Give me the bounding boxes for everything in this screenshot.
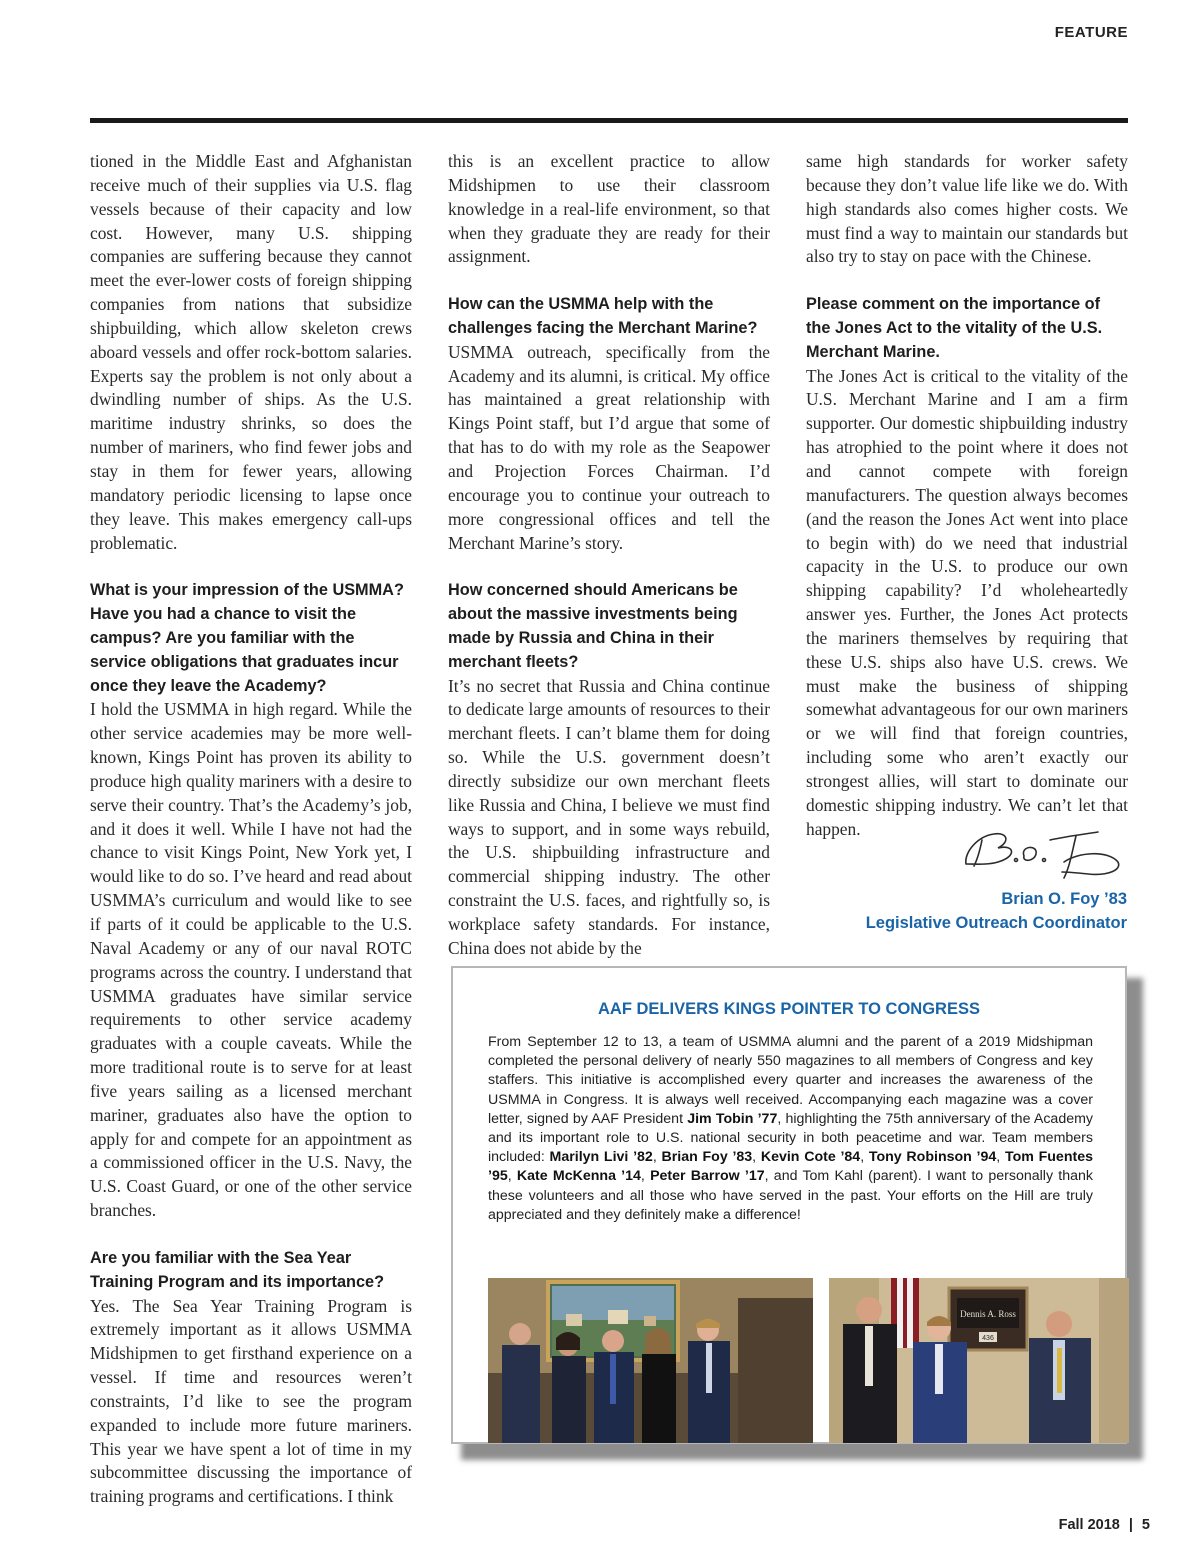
comma: ,	[860, 1149, 869, 1166]
sidebar-title: AAF DELIVERS KINGS POINTER TO CONGRESS	[598, 1000, 980, 1018]
sidebar-box	[451, 966, 1127, 1444]
member-name: Peter Barrow ’17	[650, 1168, 765, 1185]
section-label: FEATURE	[1054, 24, 1128, 41]
article-column-1	[90, 150, 412, 1509]
signature-title: Legislative Outreach Coordinator	[865, 914, 1127, 932]
sidebar-text: From September 12 to 13, a team of USMMA alumni and the parent of a 2019 Midshipman completed the personal delivery of nearly 550 magazines to all members of Congress and key staffers. This initiative is accomplished every quarter and increases the awareness of the USMMA in Congress. It is always well received. Accompanying each magazine was a cover letter, signed by AAF President	[488, 1034, 1093, 1127]
comma: ,	[752, 1149, 761, 1166]
member-name: Jim Tobin ’77	[687, 1110, 778, 1127]
group-photo-right	[829, 1278, 1129, 1443]
paragraph: same high standards for worker safety because they don’t value life like we do. With high standards also comes higher costs. We must find a way to maintain our standards but also try to stay on pace with the Chinese.	[806, 151, 1128, 267]
member-name: Tony Robinson ’94	[868, 1149, 997, 1166]
page-footer	[1059, 1517, 1150, 1533]
answer-paragraph: USMMA outreach, specifically from the Academy and its alumni, is critical. My office has maintained a great relationship with Kings Point staff, but I’d argue that some of that has to do with my role as the Seapower and Projection Forces Chairman. I’d encourage you to continue your outreach to more congressional offices and tell the Merchant Marine’s story.	[448, 341, 770, 553]
footer-separator: |	[1128, 1517, 1133, 1533]
question-heading: How concerned should Americans be about the massive investments being made by Russia and China in their merchant fleets?	[448, 581, 738, 671]
signature-name: Brian O. Foy ’83	[1001, 890, 1127, 908]
member-name: Kate McKenna ’14	[516, 1168, 641, 1185]
member-name: Brian Foy ’83	[661, 1149, 753, 1166]
sidebar-body	[488, 1033, 1093, 1225]
article-column-3	[806, 150, 1128, 841]
office-plaque-name: Dennis A. Ross	[960, 1309, 1016, 1319]
comma: ,	[640, 1168, 651, 1185]
member-name: Kevin Cote ’84	[760, 1149, 861, 1166]
question-heading: Please comment on the importance of the Jones Act to the vitality of the U.S. Merchant Marine.	[806, 295, 1103, 361]
sidebar-text: , highlighting the 75th anniversary of the Academy and its important role to U.S. national security in both peacetime and war. Team members included:	[488, 1110, 1094, 1166]
question-heading: Are you familiar with the Sea Year Training Program and its importance?	[90, 1248, 385, 1291]
sidebar-text: , and Tom Kahl (parent). I want to personally thank these volunteers and all those who have served in the past. Your efforts on the Hill are truly appreciated and they definitely make a difference!	[488, 1168, 1093, 1223]
issue-label: Fall 2018	[1058, 1517, 1120, 1533]
comma: ,	[652, 1149, 662, 1166]
office-number: 436	[982, 1335, 994, 1342]
answer-paragraph: Yes. The Sea Year Training Program is extremely important as it allows USMMA Midshipmen to get firsthand experience on a vessel. If time and resources weren’t constraints, I’d like to see the program expanded to include more future mariners. This year we have spent a lot of time in my subcommittee discussing the importance of training programs and certifications. I think	[90, 1295, 412, 1507]
top-rule	[90, 118, 1128, 123]
comma: ,	[507, 1168, 517, 1185]
answer-paragraph: The Jones Act is critical to the vitality of the U.S. Merchant Marine and I am a firm supporter. Our domestic shipbuilding industry has atrophied to the point where it does not and cannot compete with foreign manufacturers. The question always becomes (and the reason the Jones Act went into place to begin with) do we need that industrial capacity in the U.S. to produce our own shipping capability? I’d wholeheartedly answer yes. Further, the Jones Act protects the mariners themselves by requiring that these U.S. ships also have U.S. crews. We must make the business of shipping somewhat advantageous for our own mariners or we will find that foreign countries, including some who aren’t exactly our strongest allies, will start to dominate our domestic shipping industry. We can’t let that happen.	[806, 365, 1128, 839]
question-heading: How can the USMMA help with the challenges facing the Merchant Marine?	[448, 295, 758, 337]
answer-paragraph: It’s no secret that Russia and China continue to dedicate large amounts of resources to their merchant fleets. I can’t blame them for doing so. While the U.S. government doesn’t directly subsidize our own merchant fleets like Russia and China, I believe we must find ways to support, and in some ways rebuild, the U.S. shipbuilding infrastructure and commercial shipping industry. The other constraint the U.S. faces, and rightfully so, is workplace safety standards. For instance, China does not abide by the	[448, 675, 770, 958]
comma: ,	[996, 1149, 1005, 1166]
answer-paragraph: I hold the USMMA in high regard. While the other service academies may be more well-known, Kings Point has proven its ability to produce high quality mariners with a desire to serve their country. That’s the Academy’s job, and it does it well. While I have not had the chance to visit Kings Point, New York yet, I would like to do so. I’ve heard and read about USMMA’s curriculum and would like to see if parts of it could be applicable to the U.S. Naval Academy or any of our naval ROTC programs across the country. I understand that USMMA graduates have similar service requirements to other service academy graduates with a couple caveats. While the more traditional route is to serve for at least five years sailing as a licensed merchant mariner, graduates also have the option to apply for and compete for an appointment as a commissioned officer in the U.S. Navy, the U.S. Coast Guard, or one of the other service branches.	[90, 699, 412, 1221]
page-number: 5	[1141, 1517, 1150, 1533]
article-column-2	[448, 150, 770, 961]
paragraph: this is an excellent practice to allow Midshipmen to use their classroom knowledge in a real-life environment, so that when they graduate they are ready for their assignment.	[448, 151, 770, 267]
paragraph: tioned in the Middle East and Afghanistan receive much of their supplies via U.S. flag vessels because of their capacity and low cost. However, many U.S. shipping companies are suffering because they cannot meet the ever-lower costs of foreign shipping companies from nations that subsidize shipbuilding, which allow skeleton crews aboard vessels and offer rock-bottom salaries. Experts say the problem is not only about a dwindling number of ships. As the U.S. maritime industry shrinks, so does the number of mariners, who find fewer jobs and stay in them for fewer years, allowing mandatory periodic licensing to lapse once they leave. This makes emergency call-ups problematic.	[90, 151, 412, 553]
member-name: Marilyn Livi ’82	[549, 1149, 653, 1166]
member-name: Tom Fuentes ’95	[488, 1149, 1093, 1185]
group-photo-left	[488, 1278, 813, 1443]
question-heading: What is your impression of the USMMA? Have you had a chance to visit the campus? Are you familiar with the service obligations that graduates incur once they leave the Academy?	[90, 581, 404, 695]
handwritten-signature	[958, 822, 1130, 884]
